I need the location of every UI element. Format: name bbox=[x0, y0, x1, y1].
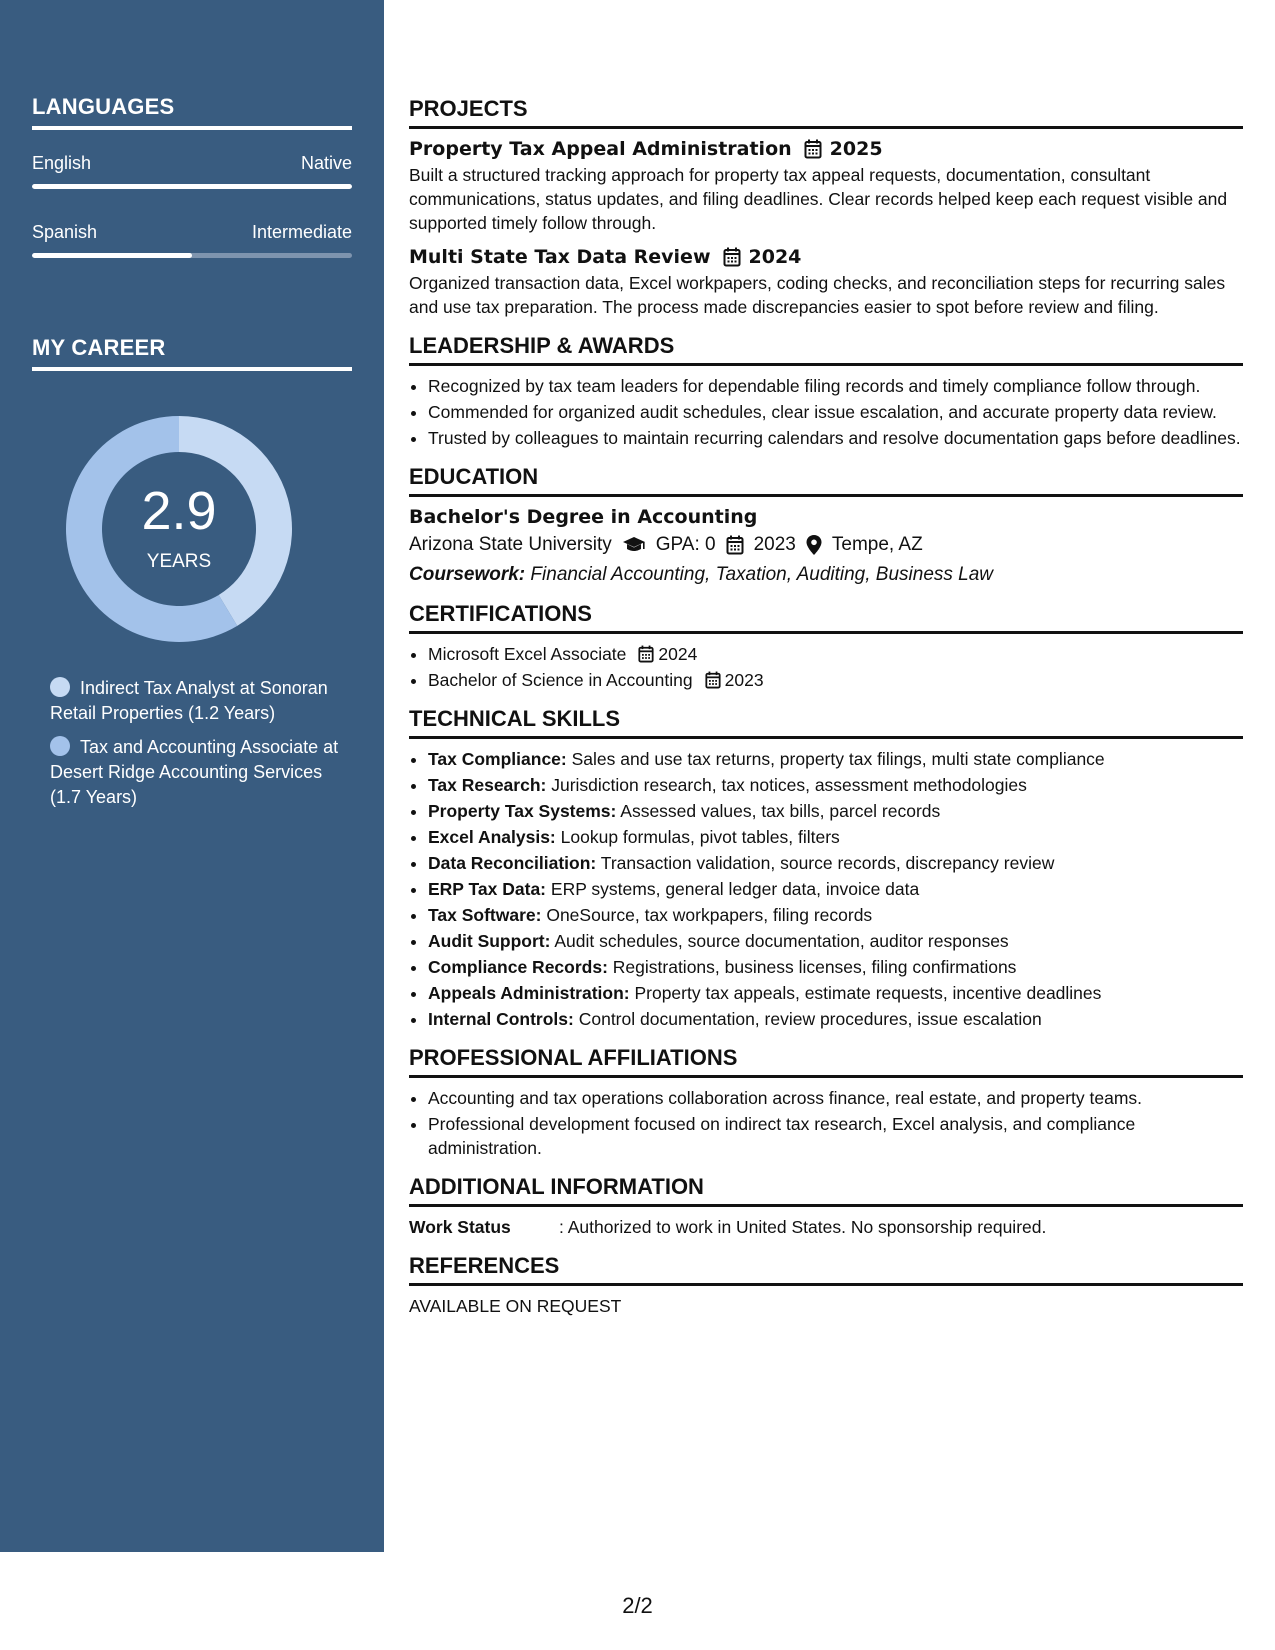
career-item-text: Indirect Tax Analyst at Sonoran Retail Properties (1.2 Years) bbox=[50, 678, 328, 723]
skill-text: Property tax appeals, estimate requests, incentive deadlines bbox=[634, 983, 1102, 1003]
certification-name: • Bachelor of Science in Accounting bbox=[428, 670, 693, 690]
skill-label: Internal Controls: bbox=[428, 1009, 574, 1029]
project-title: Multi State Tax Data Review bbox=[409, 246, 711, 268]
language-row bbox=[32, 222, 352, 243]
education-details bbox=[409, 533, 1243, 557]
skill-text: Registrations, business licenses, filing confirmations bbox=[612, 957, 1017, 977]
skill-item bbox=[428, 773, 1243, 797]
skill-item bbox=[428, 1007, 1243, 1031]
skill-label: Tax Research: bbox=[428, 775, 547, 795]
location: Tempe, AZ bbox=[831, 534, 923, 555]
section-heading: REFERENCES bbox=[409, 1253, 1243, 1286]
list-item: • Commended for organized audit schedules, clear issue escalation, and accurate property data review. bbox=[428, 400, 1243, 424]
calendar-icon bbox=[804, 139, 822, 159]
skill-label: Tax Compliance: bbox=[428, 749, 567, 769]
work-status-label: Work Status bbox=[409, 1217, 511, 1237]
career-item-text: Tax and Accounting Associate at Desert Ridge Accounting Services (1.7 Years) bbox=[50, 737, 339, 807]
skill-item bbox=[428, 981, 1243, 1005]
skills-list bbox=[409, 747, 1243, 1031]
skill-label: Tax Software: bbox=[428, 905, 542, 925]
skill-item bbox=[428, 903, 1243, 927]
main-content bbox=[409, 96, 1243, 1332]
affiliations-section bbox=[409, 1045, 1243, 1160]
skill-text: Lookup formulas, pivot tables, filters bbox=[560, 827, 840, 847]
career-total-years: 2.9 bbox=[141, 481, 217, 541]
skill-item bbox=[428, 799, 1243, 823]
gpa: GPA: 0 bbox=[655, 534, 716, 555]
skill-label: Audit Support: bbox=[428, 931, 551, 951]
school-name: Arizona State University bbox=[409, 534, 612, 555]
language-level: Native bbox=[300, 153, 352, 173]
career-total-unit: YEARS bbox=[146, 551, 212, 572]
section-heading: PROFESSIONAL AFFILIATIONS bbox=[409, 1045, 1243, 1078]
project-year: 2024 bbox=[748, 246, 802, 268]
certification-year: 2024 bbox=[658, 644, 698, 664]
list-item: • Professional development focused on indirect tax research, Excel analysis, and compliance administration. bbox=[428, 1112, 1243, 1160]
graduation-cap-icon bbox=[622, 536, 646, 554]
legend-dot bbox=[50, 677, 70, 697]
skill-text: Assessed values, tax bills, parcel records bbox=[620, 801, 941, 821]
career-item bbox=[50, 676, 340, 726]
project-title-row bbox=[409, 137, 1243, 161]
language-name: Spanish bbox=[32, 222, 98, 242]
skill-text: Jurisdiction research, tax notices, assessment methodologies bbox=[551, 775, 1027, 795]
section-heading: ADDITIONAL INFORMATION bbox=[409, 1174, 1243, 1207]
skill-text: Sales and use tax returns, property tax filings, multi state compliance bbox=[571, 749, 1105, 769]
language-name: English bbox=[32, 153, 92, 173]
calendar-icon bbox=[726, 535, 744, 555]
coursework-list: Financial Accounting, Taxation, Auditing, Business Law bbox=[530, 564, 994, 585]
section-heading: EDUCATION bbox=[409, 464, 1243, 497]
project-title-row bbox=[409, 245, 1243, 269]
skill-item bbox=[428, 851, 1243, 875]
work-status-value: : Authorized to work in United States. No sponsorship required. bbox=[559, 1217, 1047, 1237]
calendar-icon bbox=[705, 671, 721, 689]
certifications-list bbox=[409, 642, 1243, 692]
references-section bbox=[409, 1253, 1243, 1318]
education-section bbox=[409, 464, 1243, 587]
sidebar bbox=[0, 0, 384, 1552]
calendar-icon bbox=[723, 247, 741, 267]
list-item: • Accounting and tax operations collaboration across finance, real estate, and property teams. bbox=[428, 1086, 1243, 1110]
project-description: Organized transaction data, Excel workpapers, coding checks, and reconciliation steps for recurring sales and use tax preparation. The process made discrepancies easier to spot before review and filing. bbox=[409, 273, 1226, 317]
leadership-section bbox=[409, 333, 1243, 450]
skill-text: ERP systems, general ledger data, invoice data bbox=[550, 879, 920, 899]
skill-text: OneSource, tax workpapers, filing records bbox=[546, 905, 873, 925]
career-item bbox=[50, 735, 340, 810]
skill-item bbox=[428, 825, 1243, 849]
skill-label: ERP Tax Data: bbox=[428, 879, 547, 899]
project-year: 2025 bbox=[829, 138, 883, 160]
skill-item bbox=[428, 747, 1243, 771]
coursework-label: Coursework: bbox=[409, 564, 526, 585]
legend-dot bbox=[50, 736, 70, 756]
calendar-icon bbox=[638, 645, 654, 663]
skill-label: Appeals Administration: bbox=[428, 983, 630, 1003]
certification-name: • Microsoft Excel Associate bbox=[428, 644, 627, 664]
section-heading: CERTIFICATIONS bbox=[409, 601, 1243, 634]
skill-item bbox=[428, 955, 1243, 979]
language-proficiency-bar bbox=[32, 184, 352, 189]
list-item bbox=[428, 668, 1243, 692]
projects-section bbox=[409, 96, 1243, 319]
career-donut-chart bbox=[66, 416, 292, 642]
section-heading: LEADERSHIP & AWARDS bbox=[409, 333, 1243, 366]
skill-text: Transaction validation, source records, discrepancy review bbox=[600, 853, 1055, 873]
skill-label: Compliance Records: bbox=[428, 957, 608, 977]
languages-heading: LANGUAGES bbox=[32, 94, 352, 130]
skills-section bbox=[409, 706, 1243, 1031]
certification-year: 2023 bbox=[724, 670, 764, 690]
coursework bbox=[409, 563, 1243, 587]
additional-section bbox=[409, 1174, 1243, 1239]
skill-text: Control documentation, review procedures, issue escalation bbox=[578, 1009, 1042, 1029]
certifications-section bbox=[409, 601, 1243, 692]
skill-label: Property Tax Systems: bbox=[428, 801, 617, 821]
language-proficiency-fill bbox=[32, 184, 352, 189]
list-item: • Trusted by colleagues to maintain recurring calendars and resolve documentation gaps before deadlines. bbox=[428, 426, 1243, 450]
language-row bbox=[32, 153, 352, 174]
degree-title: Bachelor's Degree in Accounting bbox=[409, 506, 758, 528]
map-pin-icon bbox=[806, 535, 822, 555]
career-heading: MY CAREER bbox=[32, 335, 352, 371]
skill-item bbox=[428, 929, 1243, 953]
list-item bbox=[428, 642, 1243, 666]
section-heading: PROJECTS bbox=[409, 96, 1243, 129]
language-proficiency-bar bbox=[32, 253, 352, 258]
skill-label: Excel Analysis: bbox=[428, 827, 556, 847]
project-description: Built a structured tracking approach for property tax appeal requests, documentation, consultant communications, status updates, and filing deadlines. Clear records helped keep each request visible and supported timely follow through. bbox=[409, 165, 1228, 233]
references-text: AVAILABLE ON REQUEST bbox=[409, 1296, 622, 1316]
skill-text: Audit schedules, source documentation, auditor responses bbox=[554, 931, 1009, 951]
language-proficiency-fill bbox=[32, 253, 192, 258]
skill-item bbox=[428, 877, 1243, 901]
work-status-row bbox=[409, 1215, 1243, 1239]
section-heading: TECHNICAL SKILLS bbox=[409, 706, 1243, 739]
project-title: Property Tax Appeal Administration bbox=[409, 138, 792, 160]
skill-label: Data Reconciliation: bbox=[428, 853, 597, 873]
affiliations-list bbox=[409, 1086, 1243, 1160]
language-level: Intermediate bbox=[251, 222, 352, 242]
graduation-year: 2023 bbox=[753, 534, 796, 555]
career-list bbox=[50, 676, 340, 819]
list-item: • Recognized by tax team leaders for dependable filing records and timely compliance follow through. bbox=[428, 374, 1243, 398]
leadership-list bbox=[409, 374, 1243, 450]
page-number: 2/2 bbox=[622, 1593, 653, 1618]
